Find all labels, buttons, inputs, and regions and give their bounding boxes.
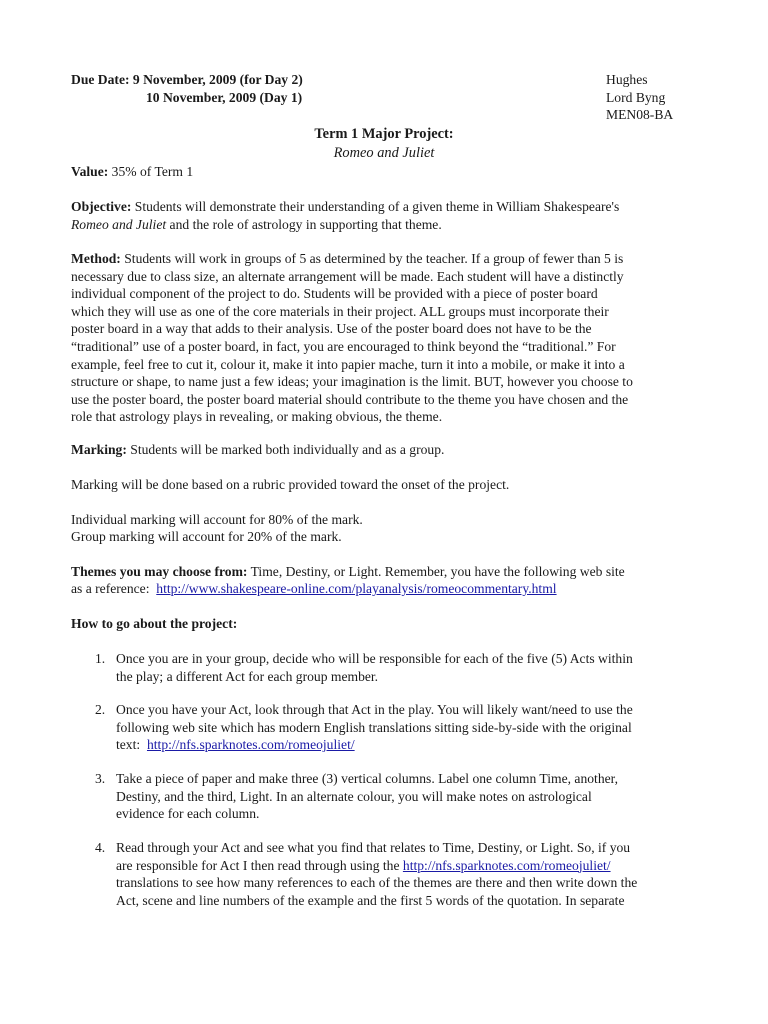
list-number: 4. [95, 840, 106, 855]
teacher-name: Hughes [606, 72, 648, 87]
list-line: Destiny, and the third, Light. In an alternate colour, you will make notes on astrological [116, 788, 592, 804]
marking-group: Group marking will account for 20% of the mark. [71, 529, 342, 544]
school-name: Lord Byng [606, 90, 666, 105]
shakespeare-online-link[interactable]: http://www.shakespeare-online.com/playanalysis/romeocommentary.html [156, 581, 557, 596]
value-text: 35% of Term 1 [111, 164, 194, 179]
page-subtitle: Romeo and Juliet [333, 145, 435, 161]
method-line: structure or shape, to name just a few ideas; your imagination is the limit. BUT, however you choose to [71, 374, 633, 390]
due-date-day1: 10 November, 2009 (Day 1) [146, 90, 303, 105]
list-line: the play; a different Act for each group member. [116, 668, 379, 684]
list-number: 1. [95, 651, 106, 666]
list-line-prefix: are responsible for Act I then read through using the [116, 857, 400, 873]
value-line [71, 163, 193, 181]
themes-reference-label: as a reference: [71, 581, 150, 596]
method-line: role that astrology plays in revealing, or making obvious, the theme. [71, 409, 443, 425]
objective-line2: and the role of astrology in supporting that theme. [169, 216, 442, 232]
howto-heading: How to go about the project: [71, 616, 238, 631]
list-line [116, 857, 711, 875]
due-date-day2: 9 November, 2009 (for Day 2) [132, 72, 303, 87]
list-number: 2. [95, 702, 106, 717]
objective-section [71, 198, 711, 233]
text-prefix: text: [116, 737, 141, 753]
themes-text: Time, Destiny, or Light. Remember, you have the following web site [250, 564, 625, 579]
list-line: translations to see how many references to each of the themes are there and then write down the [116, 875, 638, 891]
themes-line1 [71, 563, 625, 581]
themes-line2 [71, 580, 557, 598]
themes-label: Themes you may choose from: [71, 564, 248, 579]
objective-line1: Students will demonstrate their understanding of a given theme in William Shakespeare's [134, 199, 620, 214]
method-line: individual component of the project to do. Students will be provided with a piece of poster board [71, 286, 598, 302]
method-line: Students will work in groups of 5 as determined by the teacher. If a group of fewer than 5 is [124, 251, 624, 266]
method-line: necessary due to class size, an alternate arrangement will be made. Each student will have a distinctly [71, 268, 624, 284]
list-line: Once you are in your group, decide who will be responsible for each of the five (5) Acts within [116, 651, 633, 666]
method-line: which they will use as one of the core materials in their project. ALL groups must incorporate their [71, 303, 609, 319]
method-label: Method: [71, 251, 121, 266]
list-line: Read through your Act and see what you find that relates to Time, Destiny, or Light. So, if you [116, 840, 631, 855]
objective-label: Objective: [71, 199, 132, 214]
list-line: Once you have your Act, look through that Act in the play. You will likely want/need to use the [116, 702, 633, 717]
due-date-line1 [71, 71, 303, 89]
list-line: Take a piece of paper and make three (3) vertical columns. Label one column Time, another, [116, 771, 619, 786]
marking-line [71, 441, 444, 459]
method-line: poster board in a way that adds to their analysis. Use of the poster board does not have to be the [71, 321, 592, 337]
method-section [71, 250, 711, 426]
marking-individual: Individual marking will account for 80% of the mark. [71, 512, 363, 527]
list-line: Act, scene and line numbers of the example and the first 5 words of the quotation. In separate [116, 892, 625, 908]
course-code: MEN08-BA [606, 107, 674, 122]
marking-rubric: Marking will be done based on a rubric provided toward the onset of the project. [71, 477, 510, 492]
objective-play-title: Romeo and Juliet [71, 216, 167, 232]
due-date-label: Due Date: [71, 72, 130, 87]
sparknotes-link[interactable]: http://nfs.sparknotes.com/romeojuliet/ [146, 737, 355, 753]
list-number: 3. [95, 771, 106, 786]
marking-text: Students will be marked both individually and as a group. [130, 442, 445, 457]
list-line [116, 736, 711, 754]
list-line: evidence for each column. [116, 806, 260, 822]
page-title: Term 1 Major Project: [314, 126, 454, 142]
value-label: Value: [71, 164, 109, 179]
method-line: use the poster board, the poster board material should contribute to the theme you have chosen and the [71, 391, 629, 407]
marking-label: Marking: [71, 442, 127, 457]
sparknotes-link[interactable]: http://nfs.sparknotes.com/romeojuliet/ [402, 857, 611, 873]
method-line: example, feel free to cut it, colour it, make it into papier mache, turn it into a mobile, or make it into a [71, 356, 625, 372]
method-line: “traditional” use of a poster board, in fact, you are encouraged to think beyond the “traditional.” For [71, 338, 616, 354]
list-line: following web site which has modern English translations sitting side-by-side with the original [116, 719, 632, 735]
